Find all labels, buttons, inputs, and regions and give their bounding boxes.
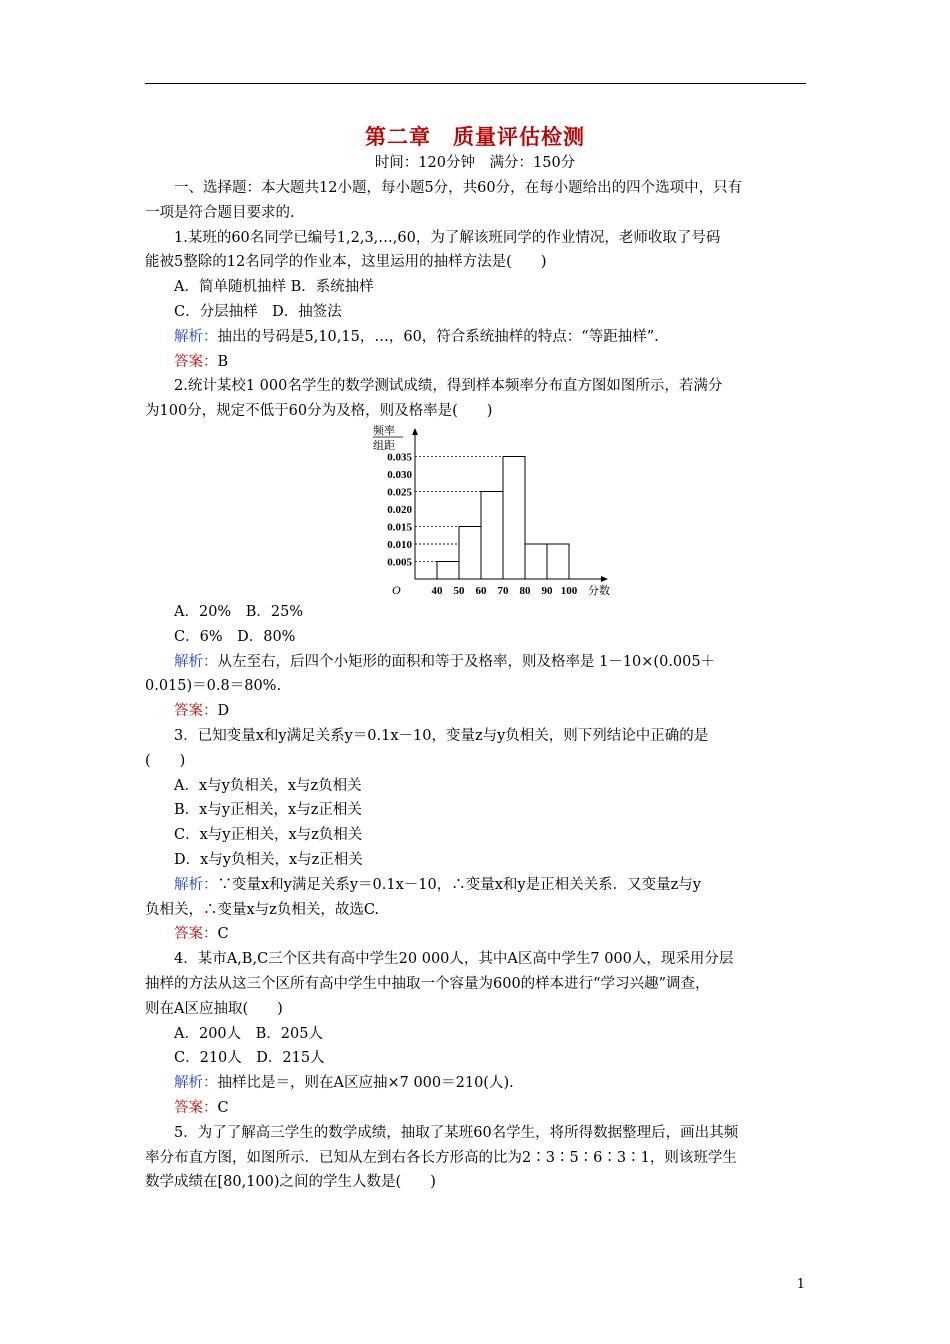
answer-label: 答案： (174, 703, 218, 720)
q5-stem-cont: 率分布直方图，如图所示．已知从左到右各长方形高的比为2∶3∶5∶6∶3∶1，则该班学生 (145, 1149, 737, 1166)
q2-options-cd: C．6% D．80% (174, 628, 296, 645)
q3-analysis-text: ∵变量x和y满足关系y＝0.1x－10，∴变量x和y是正相关关系．又变量z与y (217, 876, 701, 893)
q3-option-b: B．x与y正相关，x与z正相关 (174, 802, 362, 819)
q4-options-cd: C．210人 D．215人 (174, 1050, 325, 1067)
q3-option-c: C．x与y正相关，x与z负相关 (174, 827, 363, 844)
q4-analysis (145, 1071, 806, 1096)
x-axis-label: 分数 (588, 584, 610, 597)
q2-answer-value: D (217, 703, 230, 720)
q4-options-ab: A．200人 B．205人 (174, 1025, 323, 1042)
q4-stem-cont: 抽样的方法从这三个区所有高中学生中抽取一个容量为600的样本进行“学习兴趣”调查， (145, 975, 710, 992)
document-body (145, 176, 806, 1195)
q2-analysis (145, 650, 806, 675)
header-rule (145, 83, 806, 84)
page-title: 第二章 质量评估检测 (365, 124, 585, 149)
y-tick-label: 0.005 (387, 556, 412, 569)
answer-label: 答案： (174, 926, 218, 943)
q1-analysis (145, 325, 806, 350)
q2-analysis-cont: 0.015)＝0.8＝80%. (145, 678, 282, 695)
x-tick-label: 90 (541, 584, 553, 597)
q1-answer (145, 350, 806, 375)
q4-stem: 4．某市A,B,C三个区共有高中学生20 000人，其中A区高中学生7 000人，现采用分层 (174, 951, 734, 968)
q2-stem: 2.统计某校1 000名学生的数学测试成绩，得到样本频率分布直方图如图所示，若满分 (174, 378, 723, 395)
q4-answer-value: C (217, 1099, 229, 1116)
answer-label: 答案： (174, 1099, 218, 1116)
q4-answer (145, 1096, 806, 1121)
q1-stem: 1.某班的60名同学已编号1,2,3,…,60，为了解该班同学的作业情况，老师收取了号码 (174, 229, 721, 246)
y-tick-label: 0.015 (387, 521, 412, 534)
analysis-label: 解析： (174, 653, 218, 670)
origin-label: O (392, 582, 401, 597)
x-tick-label: 40 (431, 584, 443, 597)
x-tick-label: 60 (475, 584, 487, 597)
q2-stem-cont: 为100分，规定不低于60分为及格，则及格率是( ) (145, 403, 493, 420)
page-subtitle: 时间：120分钟 满分：150分 (374, 155, 576, 171)
histogram-bar (437, 561, 459, 579)
x-tick-label: 80 (519, 584, 531, 597)
histogram-bar (525, 544, 547, 579)
x-tick-label: 100 (560, 584, 578, 597)
histogram-figure (145, 424, 806, 600)
q3-answer-value: C (217, 926, 229, 943)
q3-stem-cont: ( ) (145, 752, 186, 769)
q1-stem-cont: 能被5整除的12名同学的作业本，这里运用的抽样方法是( ) (145, 254, 547, 271)
analysis-label: 解析： (174, 876, 218, 893)
y-tick-label: 0.020 (387, 503, 412, 516)
section-intro-cont: 一项是符合题目要求的. (145, 204, 295, 221)
q3-option-d: D．x与y负相关，x与z正相关 (174, 851, 363, 868)
q3-answer (145, 922, 806, 947)
q2-options-ab: A．20% B．25% (174, 603, 304, 620)
y-label-top: 频率 (373, 424, 395, 437)
page-number: 1 (796, 1277, 805, 1292)
y-tick-label: 0.010 (387, 538, 412, 551)
y-tick-label: 0.030 (387, 468, 412, 481)
q3-analysis (145, 873, 806, 898)
q2-analysis-text: 从左至右，后四个小矩形的面积和等于及格率，则及格率是 1－10×(0.005＋ (217, 653, 716, 670)
q4-analysis-text: 抽样比是＝，则在A区应抽×7 000＝210(人). (217, 1075, 514, 1092)
x-tick-label: 70 (497, 584, 509, 597)
q3-analysis-cont: 负相关，∴变量x与z负相关，故选C. (145, 901, 380, 918)
histogram-bar (547, 544, 569, 579)
analysis-label: 解析： (174, 328, 218, 345)
q1-answer-value: B (217, 353, 229, 370)
histogram-bar (503, 456, 525, 579)
histogram-bar (481, 491, 503, 579)
y-tick-label: 0.035 (387, 451, 412, 464)
y-tick-label: 0.025 (387, 486, 412, 499)
q4-stem-cont-2: 则在A区应抽取( ) (145, 1000, 283, 1017)
x-tick-label: 50 (453, 584, 465, 597)
answer-label: 答案： (174, 353, 218, 370)
section-intro: 一、选择题：本大题共12小题，每小题5分，共60分，在每小题给出的四个选项中，只有 (174, 180, 743, 196)
q2-answer (145, 699, 806, 724)
q3-stem: 3．已知变量x和y满足关系y＝0.1x－10，变量z与y负相关，则下列结论中正确的是 (174, 727, 709, 744)
q1-analysis-text: 抽出的号码是5,10,15，…，60，符合系统抽样的特点：“等距抽样”. (217, 328, 659, 345)
q1-options-cd: C．分层抽样 D．抽签法 (174, 303, 342, 320)
analysis-label: 解析： (174, 1075, 218, 1092)
y-label-bottom: 组距 (373, 439, 395, 452)
q3-option-a: A．x与y负相关，x与z负相关 (174, 777, 362, 794)
q1-options-ab: A．简单随机抽样 B．系统抽样 (174, 279, 374, 296)
q5-stem-cont-2: 数学成绩在[80,100)之间的学生人数是( ) (145, 1174, 436, 1191)
histogram-bar (459, 526, 481, 579)
histogram-chart (370, 425, 620, 599)
q5-stem: 5．为了了解高三学生的数学成绩，抽取了某班60名学生，将所得数据整理后，画出其频 (174, 1124, 739, 1141)
